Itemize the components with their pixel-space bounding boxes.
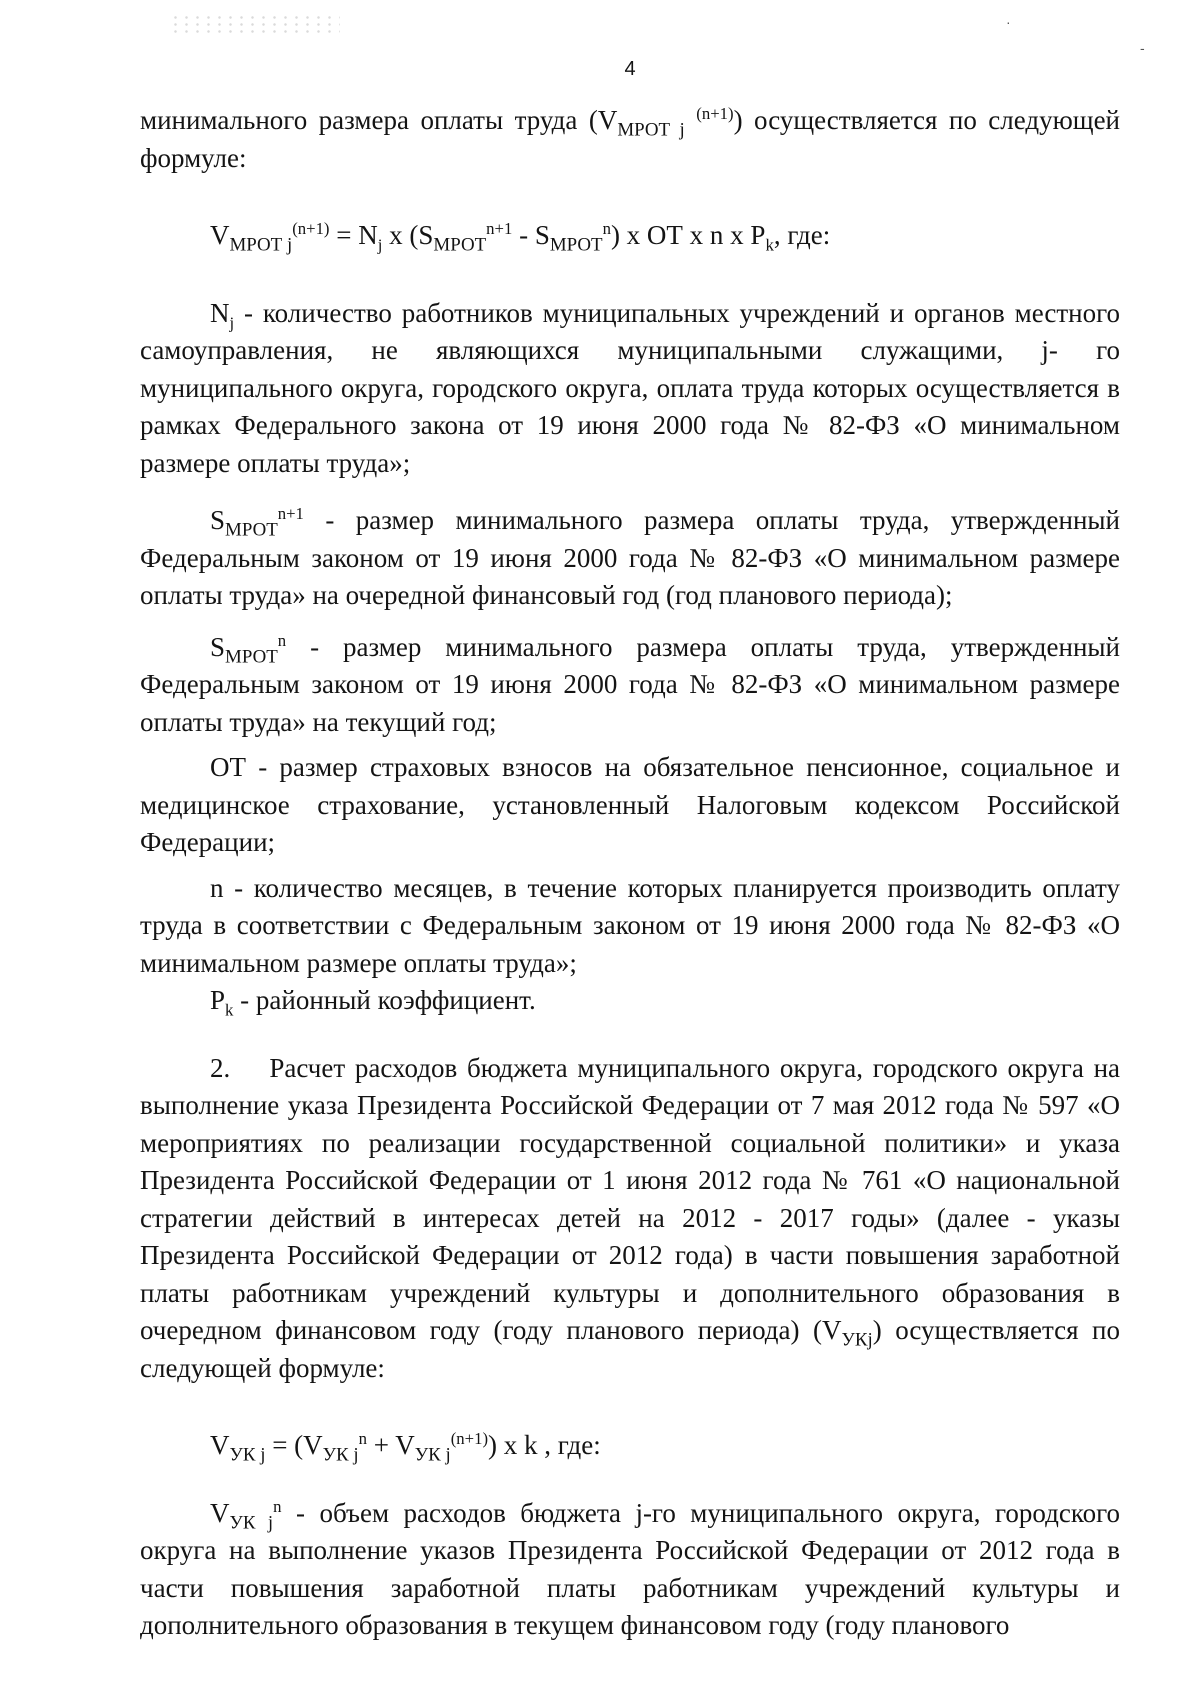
definition-ot: ОТ - размер страховых взносов на обязательное пенсионное, социальное и медицинское страхование, установленный Налоговым кодексом Российской Федерации; <box>140 752 1120 857</box>
document-body <box>140 102 1120 1645</box>
definition-n: n - количество месяцев, в течение которых планируется производить оплату труда в соответствии с Федеральным законом от 19 июня 2000 года № 82-ФЗ «О минимальном размере оплаты труда»; <box>140 872 1120 978</box>
scan-noise <box>170 14 340 34</box>
page-number: 4 <box>624 58 636 80</box>
section-number: 2. <box>210 1052 231 1083</box>
formula-vmrot: $V_{МРОТ j}^{(n+1)} = N_j$ x $(S_{МРОТ}^{n+1} - S_{МРОТ}^n)$ x ОТ x n x $P_k$, где: <box>210 219 831 256</box>
definition-smrot-current: $S_{МРОТ}^n$ - размер минимального размера оплаты труда, утвержденный Федеральным законом от 19 июня 2000 года № 82-ФЗ «О минимальном размере оплаты труда» на текущий год; <box>140 630 1120 737</box>
definition-nj: $N_j$ - количество работников муниципальных учреждений и органов местного самоуправления, не являющихся муниципальными служащими, j- го муниципального округа, городского округа, оплата труда которых осуществляется в рамках Федерального закона от 19 июня 2000 года № 82-ФЗ «О минимальном размере оплаты труда»; <box>140 297 1120 478</box>
intro-paragraph: минимального размера оплаты труда ($V_{МРОТ j}$ $^{(n+1)}$) осуществляется по следующей формуле: <box>140 104 1121 173</box>
scan-speck: - <box>1140 40 1145 56</box>
scan-speck: · <box>1006 14 1011 30</box>
definition-vuk-n: $V_{УК j}^n$ - объем расходов бюджета j-го муниципального округа, городского округа на выполнение указов Президента Российской Федерации от 2012 года в части повышения заработной платы работникам учреждений культуры и дополнительного образования в текущем финансовом году (году планового <box>140 1496 1120 1640</box>
section-2-paragraph: 2. Расчет расходов бюджета муниципального округа, городского округа на выполнение указа Президента Российской Федерации от 7 мая 2012 года № 597 «О мероприятиях по реализации государственной социальной политики» и указа Президента Российской Федерации от 1 июня 2012 года № 761 «О национальной стратегии действий в интересах детей на 2012 - 2017 годы» (далее - указы Президента Российской Федерации от 2012 года) в части повышения заработной платы работникам учреждений культуры и дополнительного образования в очередном финансовом году (году планового периода) $(V_{УКj})$ осуществляется по следующей формуле: <box>140 1052 1121 1383</box>
definition-smrot-next: $S_{МРОТ}^{n+1}$ - размер минимального размера оплаты труда, утвержденный Федеральным законом от 19 июня 2000 года № 82-ФЗ «О минимальном размере оплаты труда» на очередной финансовый год (год планового периода); <box>140 504 1120 610</box>
formula-vuk: $V_{УК j} = (V_{УК j}^n + V_{УК j}^{(n+1)})$ x k , где: <box>210 1429 601 1466</box>
definition-pk: $P_k$ - районный коэффициент. <box>210 985 536 1020</box>
